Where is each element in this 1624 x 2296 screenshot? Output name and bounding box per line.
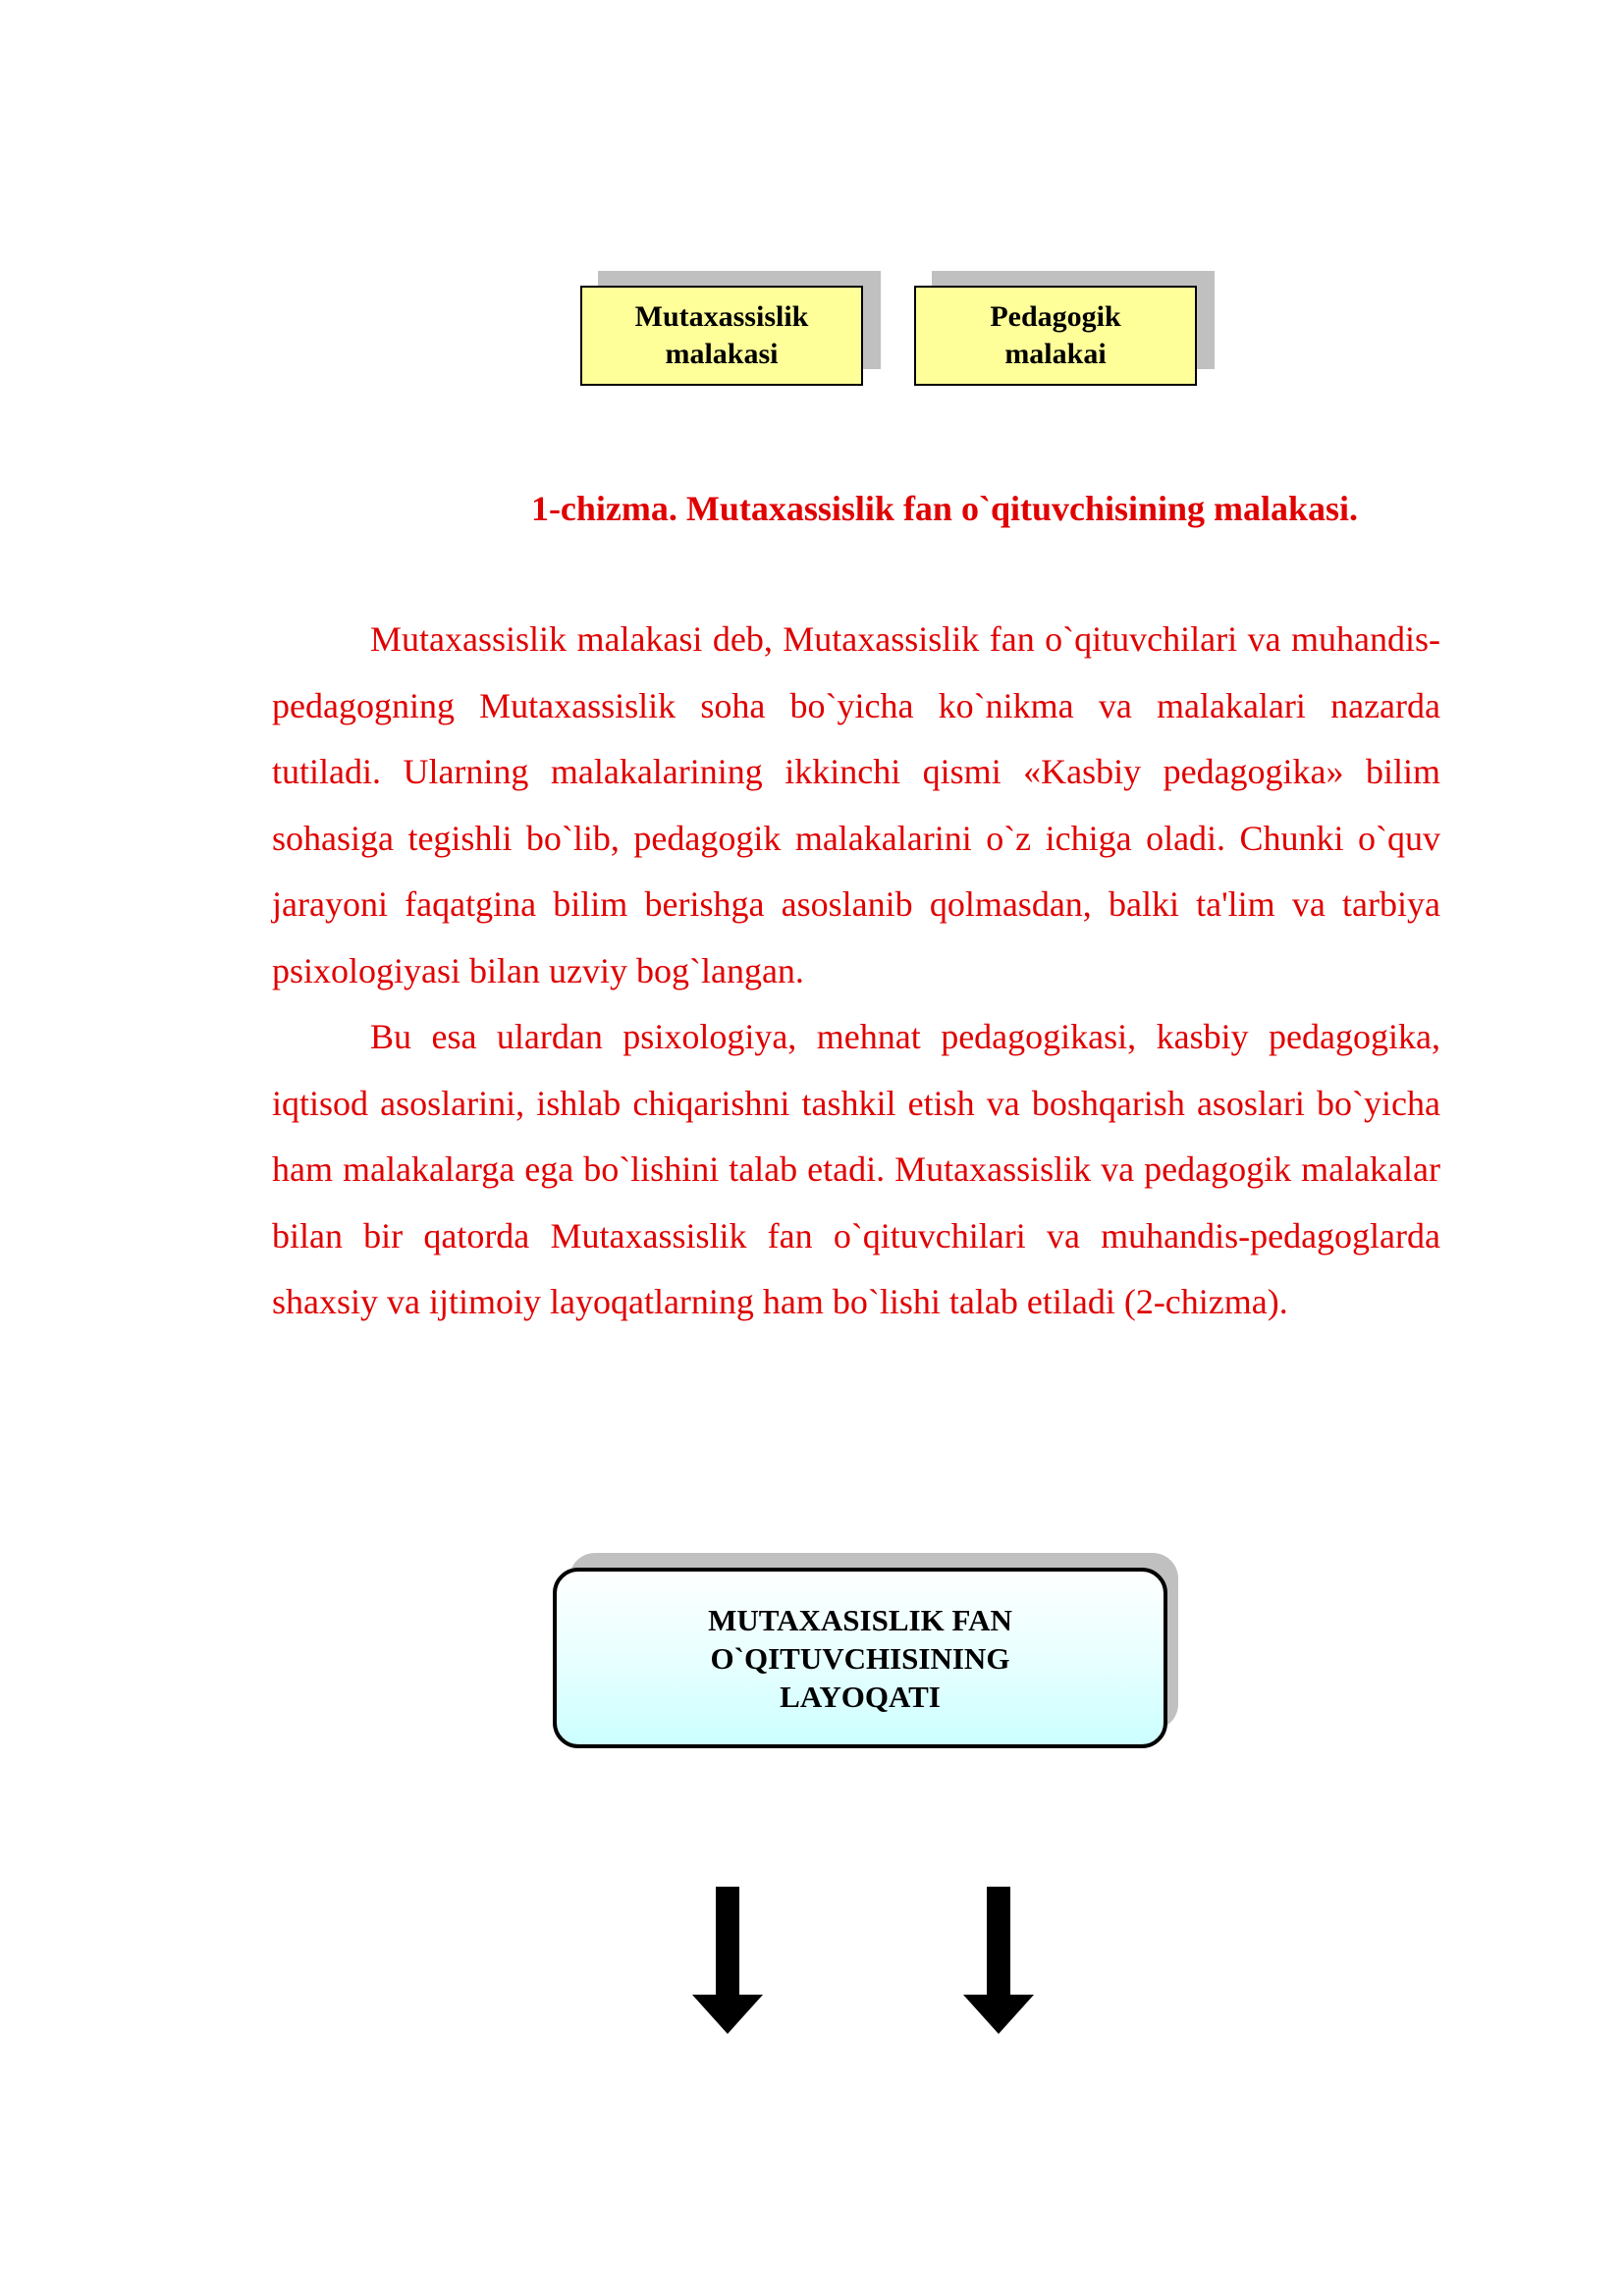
arrow-down-icon: [963, 1887, 1034, 2034]
figure-caption: 1-chizma. Mutaxassislik fan o`qituvchisining malakasi.: [530, 489, 1359, 528]
box-label: Mutaxassislik malakasi: [634, 300, 809, 370]
arrow-down-icon: [692, 1887, 763, 2034]
diagram-box-pedagogik: [914, 286, 1197, 386]
box-pedagogik-malakai: [914, 286, 1197, 386]
body-text: [272, 607, 1440, 1336]
box-label: Pedagogik malakai: [990, 300, 1121, 370]
box-mutaxassislik-malakasi: [580, 286, 863, 386]
box-title: MUTAXASISLIK FAN O`QITUVCHISINING LAYOQATI: [708, 1602, 1012, 1714]
box-mutaxasislik-layoqati: [553, 1568, 1167, 1748]
paragraph: Bu esa ulardan psixologiya, mehnat pedagogikasi, kasbiy pedagogika, iqtisod asoslarini, ishlab chiqarishni tashkil etish va boshqarish asoslari bo`yicha ham malakalarga ega bo`lishini talab etadi. Mutaxassislik va pedagogik malakalar bilan bir qatorda Mutaxassislik fan o`qituvchilari va muhandis-pedagoglarda shaxsiy va ijtimoiy layoqatlarning ham bo`lishi talab etiladi (2-chizma).: [272, 1017, 1440, 1321]
paragraph: Mutaxassislik malakasi deb, Mutaxassislik fan o`qituvchilari va muhandis-pedagogning Mutaxassislik soha bo`yicha ko`nikma va malakalari nazarda tutiladi. Ularning malakalarining ikkinchi qismi «Kasbiy pedagogika» bilim sohasiga tegishli bo`lib, pedagogik malakalarini o`z ichiga oladi. Chunki o`quv jarayoni faqatgina bilim berishga asoslanib qolmasdan, balki ta'lim va tarbiya psixologiyasi bilan uzviy bog`langan.: [272, 619, 1440, 990]
diagram-box-mutaxassislik: [580, 286, 863, 386]
